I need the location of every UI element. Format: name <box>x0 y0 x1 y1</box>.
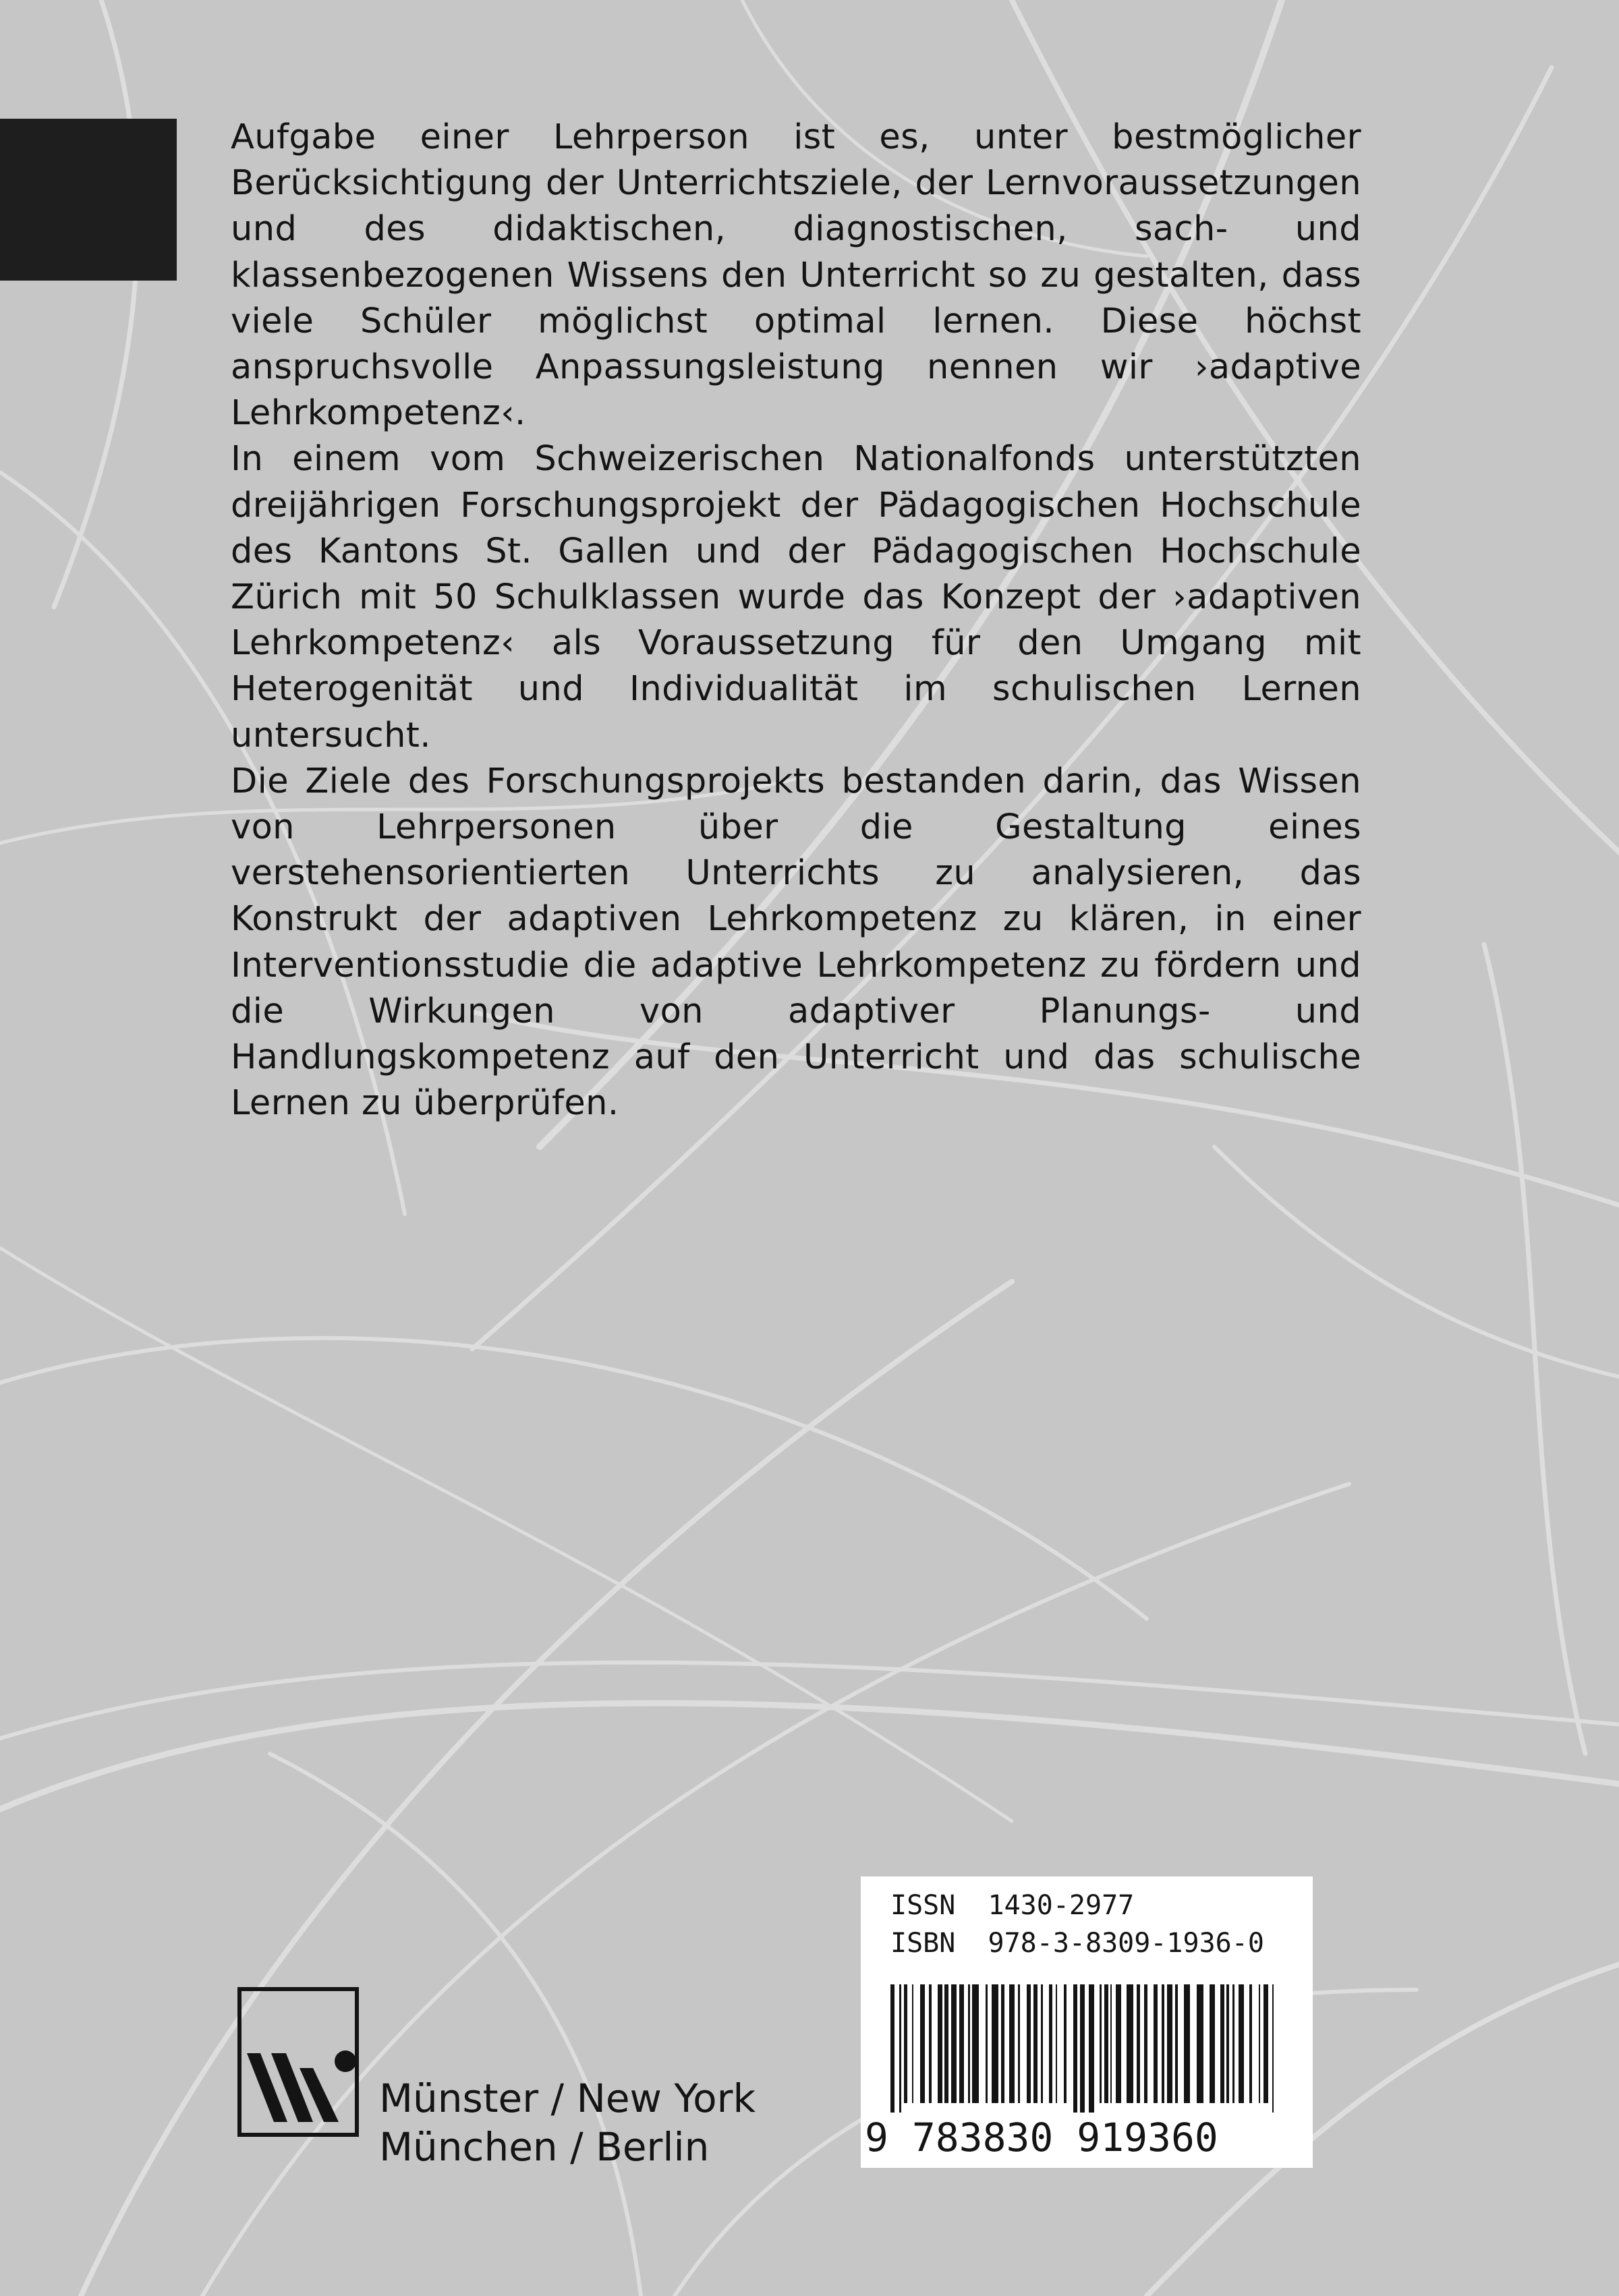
issn-line <box>890 1890 1134 1921</box>
black-corner-tab <box>0 119 177 281</box>
blurb-paragraph-2: In einem vom Schweizerischen Nationalfonds unterstützten dreijährigen Forschungsprojekt der Pädagogischen Hochschule des Kantons St. Gallen und der Pädagogischen Hochschule Zürich mit 50 Schulklassen wurde das Konzept der ›adaptiven Lehrkompetenz‹ als Voraussetzung für den Umgang mit Heterogenität und Individualität im schulischen Lernen untersucht. <box>231 439 1361 755</box>
blurb-paragraph-3: Die Ziele des Forschungsprojekts bestanden darin, das Wissen von Lehrpersonen über die Gestaltung eines verstehensorientierten Unterrichts zu analysieren, das Konstrukt der adaptiven Lehrkompetenz zu klären, in einer Interventionsstudie die adaptive Lehrkompetenz zu fördern und die Wirkungen von adaptiver Planungs- und Handlungskompetenz auf den Unterricht und das schulische Lernen zu überprüfen. <box>231 761 1361 1124</box>
isbn-line <box>890 1928 1264 1959</box>
barcode-box <box>861 1876 1313 2168</box>
issn-number: 1430-2977 <box>988 1890 1135 1921</box>
ean-digits: 9 783830 919360 <box>865 2115 1218 2160</box>
ean-barcode-bars <box>890 1984 1278 2113</box>
issn-label: ISSN <box>890 1890 956 1921</box>
publisher-locations <box>379 2074 756 2171</box>
back-cover-blurb <box>231 115 1361 1126</box>
isbn-number: 978-3-8309-1936-0 <box>988 1928 1264 1959</box>
waxmann-w-logo-icon <box>237 1987 359 2137</box>
isbn-label: ISBN <box>890 1928 956 1959</box>
publisher-line-2: München / Berlin <box>379 2124 710 2170</box>
blurb-paragraph-1: Aufgabe einer Lehrperson ist es, unter bestmöglicher Berücksichtigung der Unterrichtsziele, der Lernvoraussetzungen und des didaktischen, diagnostischen, sach- und klassenbezogenen Wissens den Unterricht so zu gestalten, dass viele Schüler möglichst optimal lernen. Diese höchst anspruchsvolle Anpassungsleistung nennen wir ›adaptive Lehrkompetenz‹. <box>231 117 1361 434</box>
publisher-line-1: Münster / New York <box>379 2075 756 2121</box>
